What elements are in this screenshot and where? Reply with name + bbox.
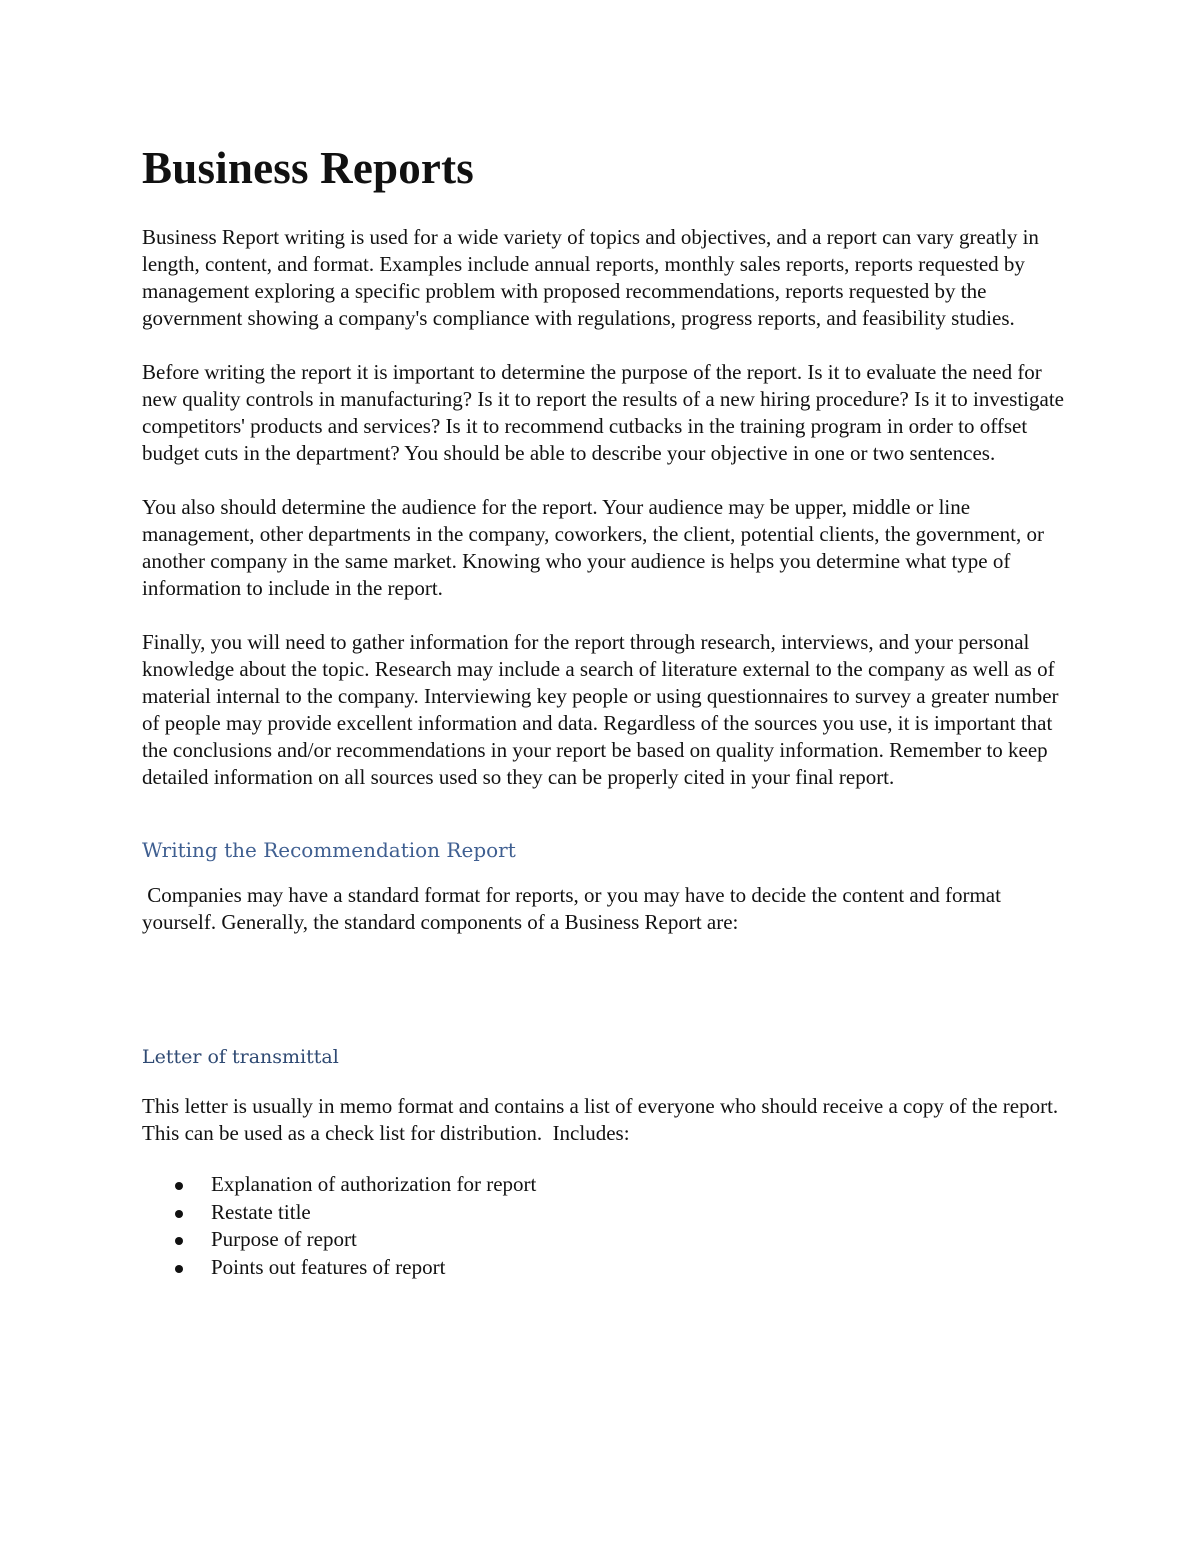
intro-paragraph: Business Report writing is used for a wide variety of topics and objectives, and a report can vary greatly in length, content, and format. Examples include annual reports, monthly sales reports, reports requested by management exploring a specific problem with proposed recommendations, reports requested by the government showing a company's compliance with regulations, progress reports, and feasibility studies.	[142, 225, 1039, 330]
list-item-text: Explanation of authorization for report	[211, 1172, 537, 1196]
bullet-icon	[175, 1210, 183, 1218]
purpose-paragraph: Before writing the report it is important to determine the purpose of the report. Is it to evaluate the need for new quality controls in manufacturing? Is it to report the results of a new hiring procedure? Is it to investigate competitors' products and services? Is it to recommend cutbacks in the training program in order to offset budget cuts in the department? You should be able to describe your objective in one or two sentences.	[142, 360, 1064, 465]
list-item	[142, 1199, 1072, 1227]
subsection-heading: Letter of transmittal	[142, 1046, 339, 1068]
list-item	[142, 1171, 1072, 1199]
list-item-text: Points out features of report	[211, 1254, 446, 1279]
section-heading: Writing the Recommendation Report	[142, 838, 516, 862]
section-paragraph: Companies may have a standard format for reports, or you may have to decide the content and format yourself. Generally, the standard components of a Business Report are:	[142, 883, 1007, 934]
audience-paragraph: You also should determine the audience for the report. Your audience may be upper, middle or line management, other departments in the company, coworkers, the client, potential clients, the government, or another company in the same market. Knowing who your audience is helps you determine what type of information to include in the report.	[142, 495, 1044, 600]
bullet-icon	[175, 1237, 183, 1245]
subsection-paragraph: This letter is usually in memo format and contains a list of everyone who should receive a copy of the report. This can be used as a check list for distribution. Includes:	[142, 1094, 1064, 1145]
list-item-text: Purpose of report	[211, 1227, 357, 1251]
document-body	[142, 140, 1072, 1281]
research-paragraph: Finally, you will need to gather information for the report through research, interviews, and your personal knowledge about the topic. Research may include a search of literature external to the company as well as of material internal to the company. Interviewing key people or using questionnaires to survey a greater number of people may provide excellent information and data. Regardless of the sources you use, it is important that the conclusions and/or recommendations in your report be based on quality information. Remember to keep detailed information on all sources used so they can be properly cited in your final report.	[142, 630, 1059, 789]
page-title: Business Reports	[142, 143, 474, 193]
bullet-icon	[175, 1265, 183, 1273]
bullet-list	[142, 1171, 1072, 1281]
list-item	[142, 1254, 1072, 1282]
bullet-icon	[175, 1182, 183, 1190]
list-item	[142, 1226, 1072, 1254]
list-item-text: Restate title	[211, 1199, 311, 1224]
